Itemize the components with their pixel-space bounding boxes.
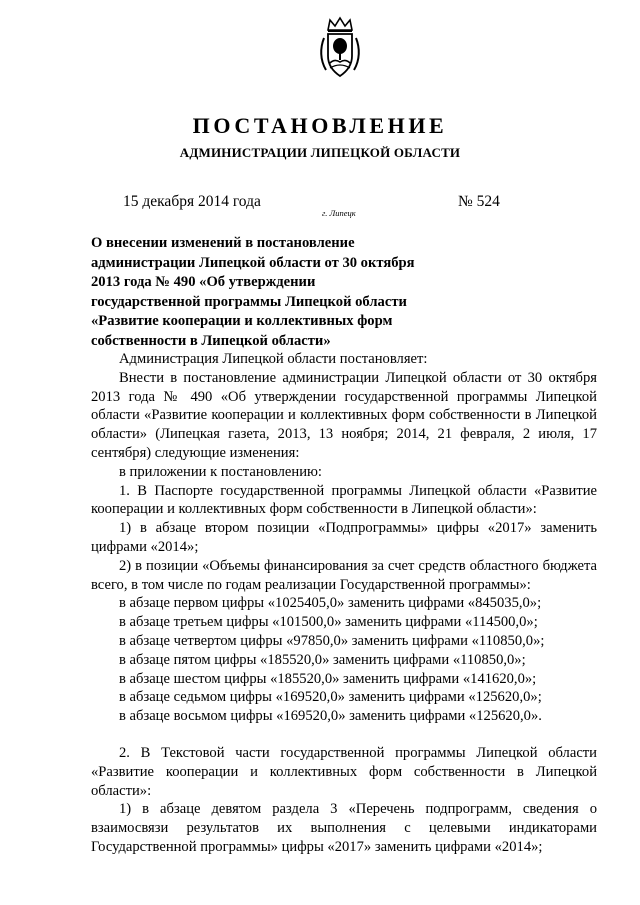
paragraph-spacer: [91, 726, 597, 744]
subject-line: «Развитие кооперации и коллективных форм: [91, 313, 393, 330]
amendment-line: в абзаце пятом цифры «185520,0» заменить цифрами «110850,0»;: [119, 651, 526, 668]
subject-line: О внесении изменений в постановление: [91, 235, 355, 251]
document-subject: [91, 234, 431, 352]
body-paragraph: в приложении к постановлению:: [119, 463, 322, 480]
document-number: № 524: [458, 193, 500, 210]
amendment-line: в абзаце первом цифры «1025405,0» заменить цифрами «845035,0»;: [119, 595, 542, 612]
amendment-line: в абзаце шестом цифры «185520,0» заменить цифрами «141620,0»;: [119, 670, 537, 687]
document-city: г. Липецк: [322, 208, 356, 218]
body-paragraph: 2) в позиции «Объемы финансирования за счет средств областного бюджета всего, в том числе по годам реализации Государственной программы»:: [91, 557, 597, 593]
body-paragraph: 1) в абзаце девятом раздела 3 «Перечень подпрограмм, сведения о взаимосвязи результатов их выполнения с целевыми индикаторами Государственной программы» цифры «2017» заменить цифрами «2014»;: [91, 801, 597, 855]
amendment-line: в абзаце третьем цифры «101500,0» заменить цифрами «114500,0»;: [119, 614, 538, 631]
coat-of-arms-emblem: [318, 16, 362, 80]
subject-line: администрации Липецкой области от 30 октября: [91, 254, 415, 271]
amendment-line: в абзаце восьмом цифры «169520,0» заменить цифрами «125620,0».: [119, 708, 542, 725]
body-paragraph: 1) в абзаце втором позиции «Подпрограммы» цифры «2017» заменить цифрами «2014»;: [91, 520, 597, 555]
body-paragraph: 2. В Текстовой части государственной программы Липецкой области «Развитие кооперации и коллективных форм собственности в Липецкой области»:: [91, 744, 597, 799]
body-paragraph: 1. В Паспорте государственной программы Липецкой области «Развитие кооперации и коллективных форм собственности в Липецкой области»:: [91, 482, 597, 518]
body-paragraph: Внести в постановление администрации Липецкой области от 30 октября 2013 года № 490 «Об утверждении государственной программы Липецкой области «Развитие кооперации и коллективных форм собственности в Липецкой области» (Липецкая газета, 2013, 13 ноября; 2014, 21 февраля, 2 июля, 17 сентября) следующие изменения:: [91, 369, 597, 461]
body-paragraph: Администрация Липецкой области постановляет:: [119, 351, 428, 367]
subject-line: собственности в Липецкой области»: [91, 332, 331, 349]
subject-line: 2013 года № 490 «Об утверждении: [91, 274, 316, 291]
amendment-line: в абзаце седьмом цифры «169520,0» заменить цифрами «125620,0»;: [119, 689, 542, 706]
amendment-line: в абзаце четвертом цифры «97850,0» заменить цифрами «110850,0»;: [119, 632, 545, 649]
document-subtitle: АДМИНИСТРАЦИИ ЛИПЕЦКОЙ ОБЛАСТИ: [179, 145, 461, 160]
document-body: [91, 350, 597, 857]
document-title: ПОСТАНОВЛЕНИЕ: [192, 113, 448, 138]
document-date: 15 декабря 2014 года: [123, 193, 261, 210]
subject-line: государственной программы Липецкой области: [91, 293, 407, 310]
